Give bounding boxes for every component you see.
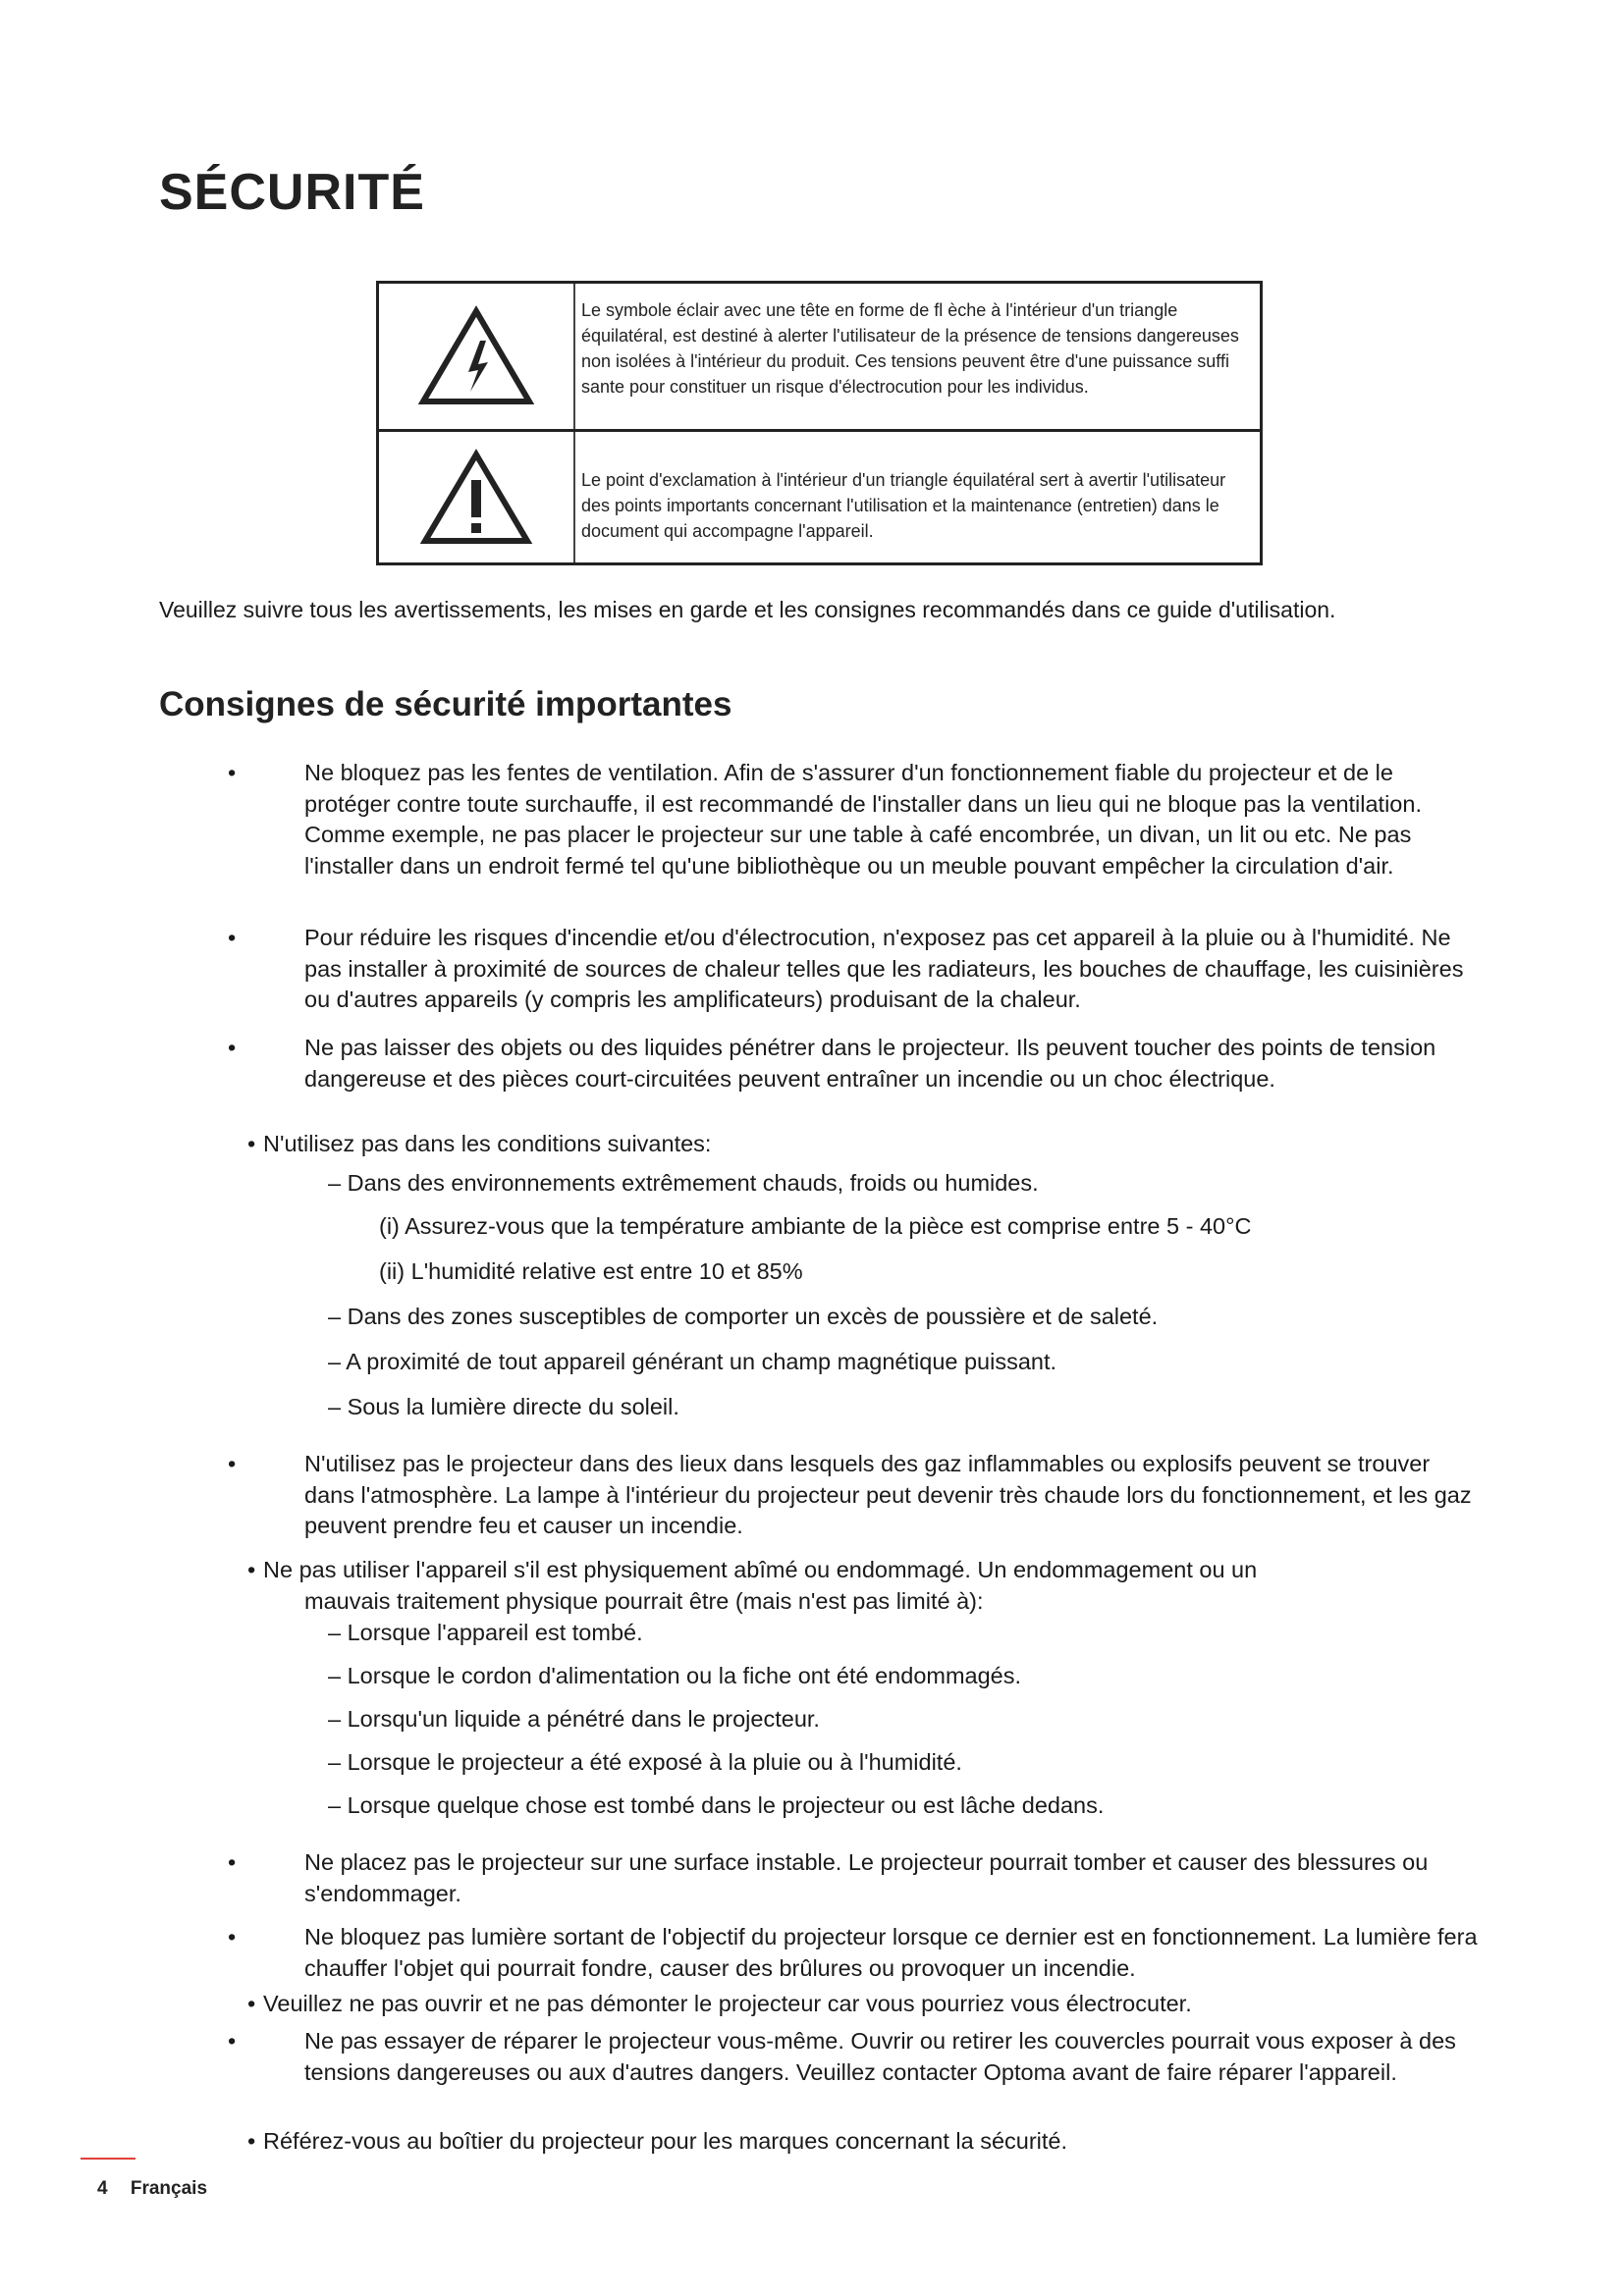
bullet: •: [228, 760, 237, 785]
warning-text-exclamation: Le point d'exclamation à l'intérieur d'un triangle équilatéral sert à avertir l'utilisateur des points importants concernant l'utilisation et la maintenance (entretien) dans le document qui accompagne l'appareil.: [581, 470, 1226, 541]
list-item-unstable: Ne placez pas le projecteur sur une surface instable. Le projecteur pourrait tomber et causer des blessures ou s'endommager.: [304, 1849, 1429, 1906]
sub-item-environment: – Dans des environnements extrêmement chauds, froids ou humides.: [328, 1170, 1039, 1196]
list-item-humidity: Pour réduire les risques d'incendie et/ou d'électrocution, n'exposez pas cet appareil à la pluie ou à l'humidité. Ne pas installer à proximité de sources de chaleur telles que les radiateurs, les bouches de chauffage, les cuisinières ou d'autres appareils (y compris les amplificateurs) produisant de la chaleur.: [304, 925, 1464, 1012]
list-item-ventilation: Ne bloquez pas les fentes de ventilation. Afin de s'assurer d'un fonctionnement fiable du projecteur et de le protéger contre toute surchauffe, il est recommandé de l'installer dans un lieu qui ne bloque pas la ventilation. Comme exemple, ne pas placer le projecteur sur une table à café encombrée, un divan, un lit ou etc. Ne pas l'installer dans un endroit fermé tel qu'une bibliothèque ou un meuble pouvant empêcher la circulation d'air.: [304, 760, 1422, 879]
sub-item-liquid: – Lorsqu'un liquide a pénétré dans le projecteur.: [328, 1706, 820, 1732]
sub-item-fallen: – Lorsque quelque chose est tombé dans le projecteur ou est lâche dedans.: [328, 1792, 1105, 1818]
bullet: •: [228, 1849, 237, 1875]
list-item-conditions: N'utilisez pas dans les conditions suivantes:: [263, 1131, 712, 1156]
list-item-repair: Ne pas essayer de réparer le projecteur vous-même. Ouvrir ou retirer les couvercles pourrait vous exposer à des tensions dangereuses ou aux d'autres dangers. Veuillez contacter Optoma avant de faire réparer l'appareil.: [304, 2028, 1456, 2085]
warning-row-lightning: [379, 284, 1260, 432]
list-item-light: Ne bloquez pas lumière sortant de l'objectif du projecteur lorsque ce dernier est en fonctionnement. La lumière fera chauffer l'objet qui pourrait fondre, causer des brûlures ou provoquer un incendie.: [304, 1924, 1478, 1981]
warning-text-lightning: Le symbole éclair avec une tête en forme de fl èche à l'intérieur d'un triangle équilatéral, est destiné à alerter l'utilisateur de la présence de tensions dangereuses non isolées à l'intérieur du produit. Ces tensions peuvent être d'une puissance suffi sante pour constituer un risque d'électrocution pour les individus.: [581, 300, 1239, 397]
footer-language: Français: [130, 2178, 208, 2199]
bullet: •: [228, 2028, 237, 2054]
list-item-gas: N'utilisez pas le projecteur dans des lieux dans lesquels des gaz inflammables ou explosifs peuvent se trouver dans l'atmosphère. La lampe à l'intérieur du projecteur peut devenir très chaude lors du fonctionnement, et les gaz peuvent prendre feu et causer un incendie.: [304, 1451, 1472, 1538]
damaged-line-2: mauvais traitement physique pourrait être (mais n'est pas limité à):: [304, 1587, 984, 1614]
bullet: •: [228, 1451, 237, 1476]
list-item-open: Veuillez ne pas ouvrir et ne pas démonter le projecteur car vous pourriez vous électrocuter.: [263, 1991, 1192, 2016]
bullet: •: [247, 1991, 256, 2016]
bullet: •: [247, 1131, 256, 1156]
warning-symbols-table: [376, 281, 1263, 565]
sub-item-temperature: (i) Assurez-vous que la température ambiante de la pièce est comprise entre 5 - 40°C: [379, 1213, 1252, 1239]
lightning-warning-icon: [379, 284, 575, 429]
sub-item-rain: – Lorsque le projecteur a été exposé à la pluie ou à l'humidité.: [328, 1749, 962, 1775]
sub-item-relative-humidity: (ii) L'humidité relative est entre 10 et 85%: [379, 1258, 803, 1284]
sub-item-dust: – Dans des zones susceptibles de comporter un excès de poussière et de saleté.: [328, 1304, 1159, 1329]
page-number: 4: [97, 2178, 108, 2199]
sub-item-sunlight: – Sous la lumière directe du soleil.: [328, 1394, 679, 1419]
bullet: •: [247, 2128, 256, 2154]
page-footer: [97, 2178, 207, 2200]
bullet: •: [228, 1035, 237, 1060]
warning-row-exclamation: [379, 432, 1260, 562]
footer-accent-line: [81, 2158, 135, 2160]
bullet: •: [228, 925, 237, 950]
exclamation-warning-icon: [379, 432, 575, 562]
sub-item-dropped: – Lorsque l'appareil est tombé.: [328, 1620, 643, 1645]
section-title: Consignes de sécurité importantes: [159, 685, 732, 723]
bullet: •: [228, 1924, 237, 1949]
damaged-line-1: Ne pas utiliser l'appareil s'il est physiquement abîmé ou endommagé. Un endommagement ou un: [263, 1557, 1258, 1582]
sub-item-cord: – Lorsque le cordon d'alimentation ou la fiche ont été endommagés.: [328, 1663, 1022, 1688]
sub-item-magnetic: – A proximité de tout appareil générant un champ magnétique puissant.: [328, 1349, 1057, 1374]
list-item-damaged: [263, 1555, 1461, 1617]
list-item-marks: Référez-vous au boîtier du projecteur pour les marques concernant la sécurité.: [263, 2128, 1068, 2154]
page-title: SÉCURITÉ: [159, 164, 425, 221]
list-item-objects: Ne pas laisser des objets ou des liquides pénétrer dans le projecteur. Ils peuvent toucher des points de tension dangereuse et des pièces court-circuitées peuvent entraîner un incendie ou un choc électrique.: [304, 1035, 1436, 1092]
intro-paragraph: Veuillez suivre tous les avertissements, les mises en garde et les consignes recommandés dans ce guide d'utilisation.: [159, 597, 1336, 622]
bullet: •: [247, 1557, 256, 1582]
